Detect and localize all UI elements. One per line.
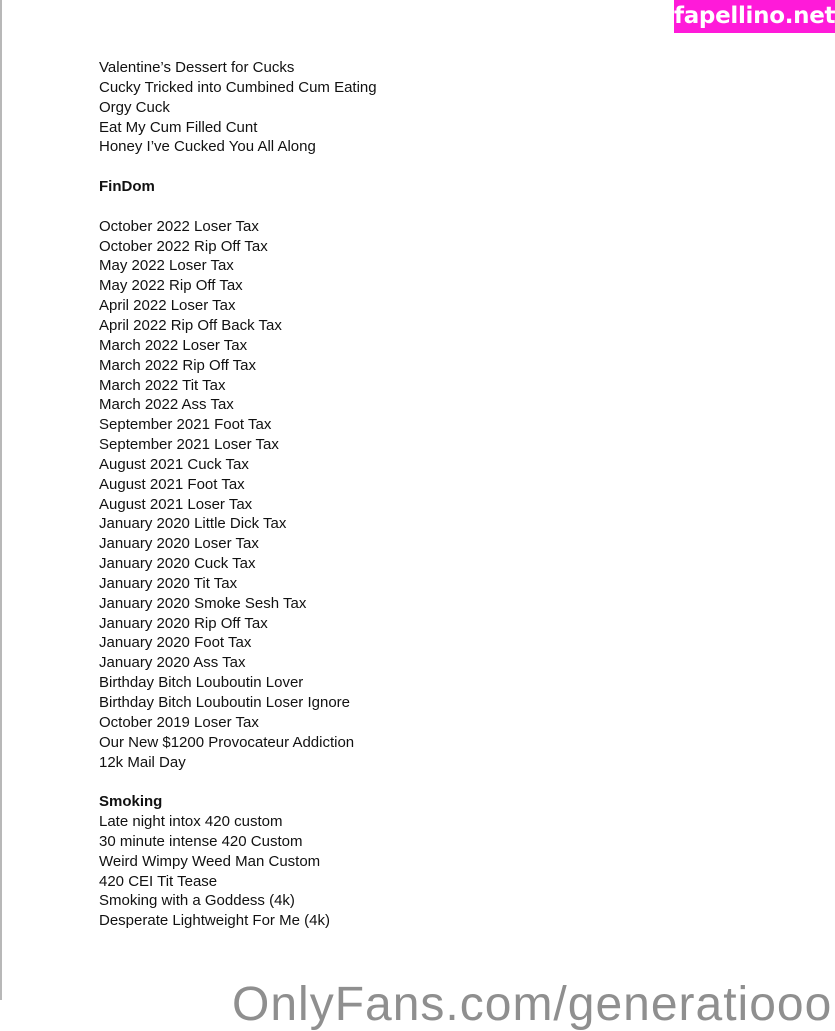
list-item: March 2022 Rip Off Tax [99, 356, 257, 374]
intro-list [99, 58, 659, 157]
findom-list [99, 217, 659, 773]
section-heading-findom: FinDom [99, 178, 155, 196]
list-item: Orgy Cuck [99, 98, 170, 116]
list-item: Cucky Tricked into Cumbined Cum Eating [99, 78, 377, 96]
list-item: Our New $1200 Provocateur Addiction [99, 733, 355, 751]
list-item: January 2020 Ass Tax [99, 654, 246, 672]
list-item: January 2020 Foot Tax [99, 634, 252, 652]
spacer [99, 772, 659, 792]
list-item: Valentine’s Dessert for Cucks [99, 59, 295, 76]
list-item: October 2022 Rip Off Tax [99, 237, 268, 255]
spacer [99, 197, 659, 217]
list-item: January 2020 Rip Off Tax [99, 614, 268, 632]
list-item: April 2022 Loser Tax [99, 297, 236, 315]
list-item: Birthday Bitch Louboutin Loser Ignore [99, 694, 350, 711]
list-item: May 2022 Loser Tax [99, 257, 234, 275]
document-body [99, 58, 659, 931]
list-item: August 2021 Cuck Tax [99, 455, 249, 473]
list-item: 30 minute intense 420 Custom [99, 832, 303, 850]
list-item: March 2022 Loser Tax [99, 336, 248, 354]
list-item: August 2021 Foot Tax [99, 475, 245, 493]
list-item: March 2022 Ass Tax [99, 396, 234, 414]
list-item: January 2020 Smoke Sesh Tax [99, 594, 307, 612]
list-item: January 2020 Little Dick Tax [99, 515, 287, 533]
page-left-border [0, 0, 2, 1000]
smoking-list [99, 812, 659, 931]
list-item: Smoking with a Goddess (4k) [99, 892, 295, 910]
list-item: August 2021 Loser Tax [99, 495, 253, 513]
list-item: September 2021 Loser Tax [99, 436, 279, 454]
list-item: Honey I’ve Cucked You All Along [99, 138, 316, 156]
list-item: 12k Mail Day [99, 753, 186, 771]
list-item: Desperate Lightweight For Me (4k) [99, 912, 330, 930]
list-item: March 2022 Tit Tax [99, 376, 226, 394]
list-item: Birthday Bitch Louboutin Lover [99, 674, 304, 692]
section-heading-smoking: Smoking [99, 793, 163, 811]
footer-cropped-text: OnlyFans.com/generatiooo [232, 978, 833, 1031]
list-item: October 2019 Loser Tax [99, 713, 259, 731]
list-item: January 2020 Cuck Tax [99, 555, 256, 573]
list-item: October 2022 Loser Tax [99, 217, 259, 235]
list-item: January 2020 Loser Tax [99, 535, 259, 553]
list-item: Weird Wimpy Weed Man Custom [99, 852, 321, 870]
watermark-badge: fapellino.net [674, 0, 835, 33]
list-item: Eat My Cum Filled Cunt [99, 118, 258, 136]
spacer [99, 157, 659, 177]
list-item: Late night intox 420 custom [99, 813, 283, 831]
list-item: May 2022 Rip Off Tax [99, 277, 243, 295]
list-item: 420 CEI Tit Tease [99, 872, 218, 890]
list-item: April 2022 Rip Off Back Tax [99, 316, 282, 334]
list-item: January 2020 Tit Tax [99, 574, 238, 592]
list-item: September 2021 Foot Tax [99, 416, 272, 434]
